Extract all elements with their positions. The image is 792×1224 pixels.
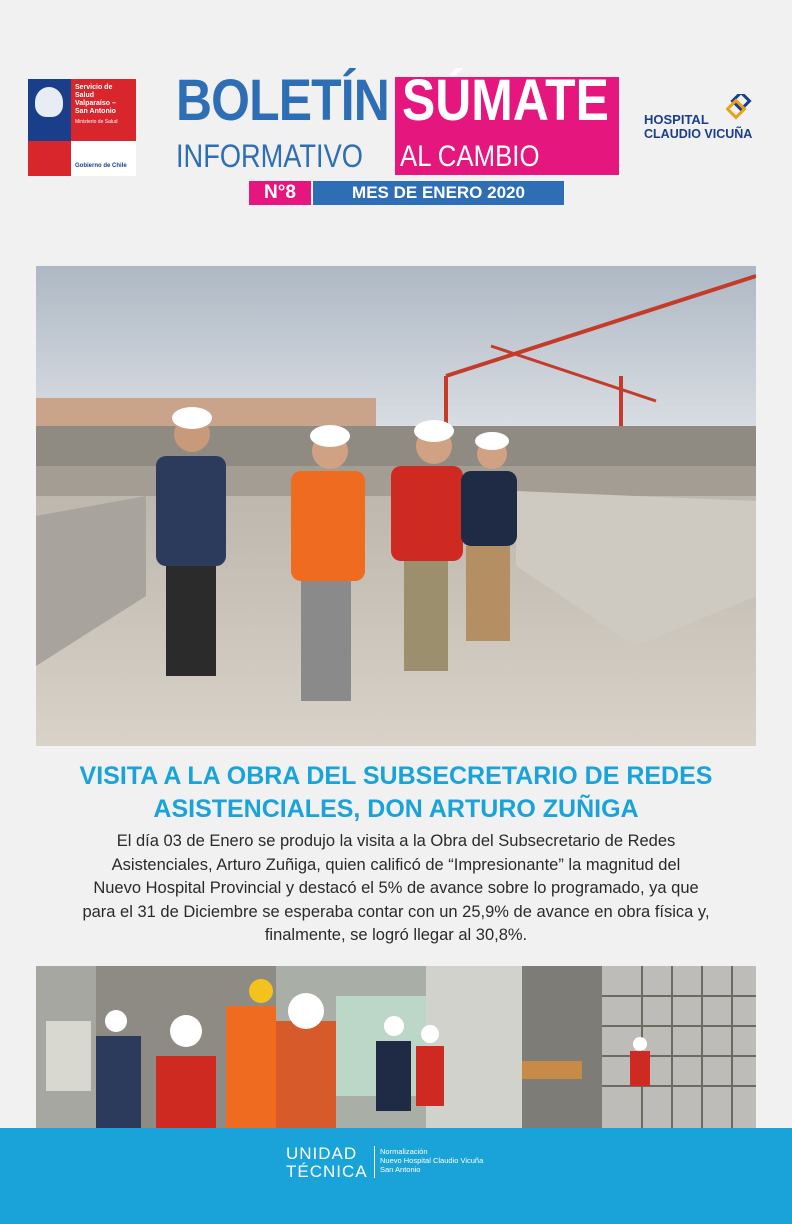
issue-month-banner: MES DE ENERO 2020 — [313, 181, 564, 205]
photo-interior-corridor — [276, 966, 522, 1129]
gov-logo-ministry: Ministerio de Salud — [75, 119, 118, 125]
footer-unit-line2: TÉCNICA — [286, 1162, 368, 1181]
hospital-cross-icon — [726, 94, 754, 122]
gov-logo-line3: San Antonio — [75, 108, 116, 115]
main-photo-site-visit — [36, 266, 756, 746]
hospital-logo-line1: HOSPITAL — [644, 112, 709, 127]
footer-desc-line1: Normalización — [380, 1147, 428, 1156]
article-body-line: El día 03 de Enero se produjo la visita a la Obra del Subsecretario de Redes — [116, 832, 676, 850]
photo-inspection-group — [36, 966, 276, 1129]
coat-of-arms-icon — [35, 87, 63, 117]
article-title-line2: ASISTENCIALES, DON ARTURO ZUÑIGA — [153, 795, 639, 823]
footer-unit-line1: UNIDAD — [286, 1144, 358, 1163]
footer-divider — [374, 1146, 375, 1178]
title-al-cambio: AL CAMBIO — [400, 140, 540, 173]
photo-scaffolding — [522, 966, 756, 1129]
gobierno-de-chile-logo — [28, 79, 136, 176]
title-sumate: SÚMATE — [402, 68, 609, 133]
article-body-line: Nuevo Hospital Provincial y destacó el 5% de avance sobre lo programado, ya que — [93, 879, 699, 897]
title-boletin: BOLETÍN — [176, 68, 389, 133]
gov-logo-line2: Valparaíso – — [75, 100, 116, 107]
article-body-line: para el 31 de Diciembre se esperaba contar con un 25,9% de avance en obra física y, — [82, 902, 710, 921]
hospital-claudio-vicuna-logo — [640, 94, 780, 144]
gov-logo-government: Gobierno de Chile — [71, 141, 136, 176]
footer-banner — [0, 1128, 792, 1224]
article-title-line1: VISITA A LA OBRA DEL SUBSECRETARIO DE REDES — [79, 762, 713, 790]
article-body — [40, 830, 752, 948]
article-title — [36, 760, 756, 826]
footer-desc-line3: San Antonio — [380, 1165, 421, 1174]
title-informativo: INFORMATIVO — [176, 138, 363, 174]
article-body-line: Asistenciales, Arturo Zuñiga, quien calificó de “Impresionante” la magnitud del — [111, 855, 681, 874]
gov-logo-line1: Servicio de Salud — [75, 84, 113, 99]
footer-desc-line2: Nuevo Hospital Claudio Vicuña — [380, 1156, 484, 1165]
hospital-logo-line2: CLAUDIO VICUÑA — [644, 127, 753, 141]
article-body-line: finalmente, se logró llegar al 30,8%. — [264, 926, 528, 944]
issue-number-badge: N°8 — [249, 181, 311, 205]
